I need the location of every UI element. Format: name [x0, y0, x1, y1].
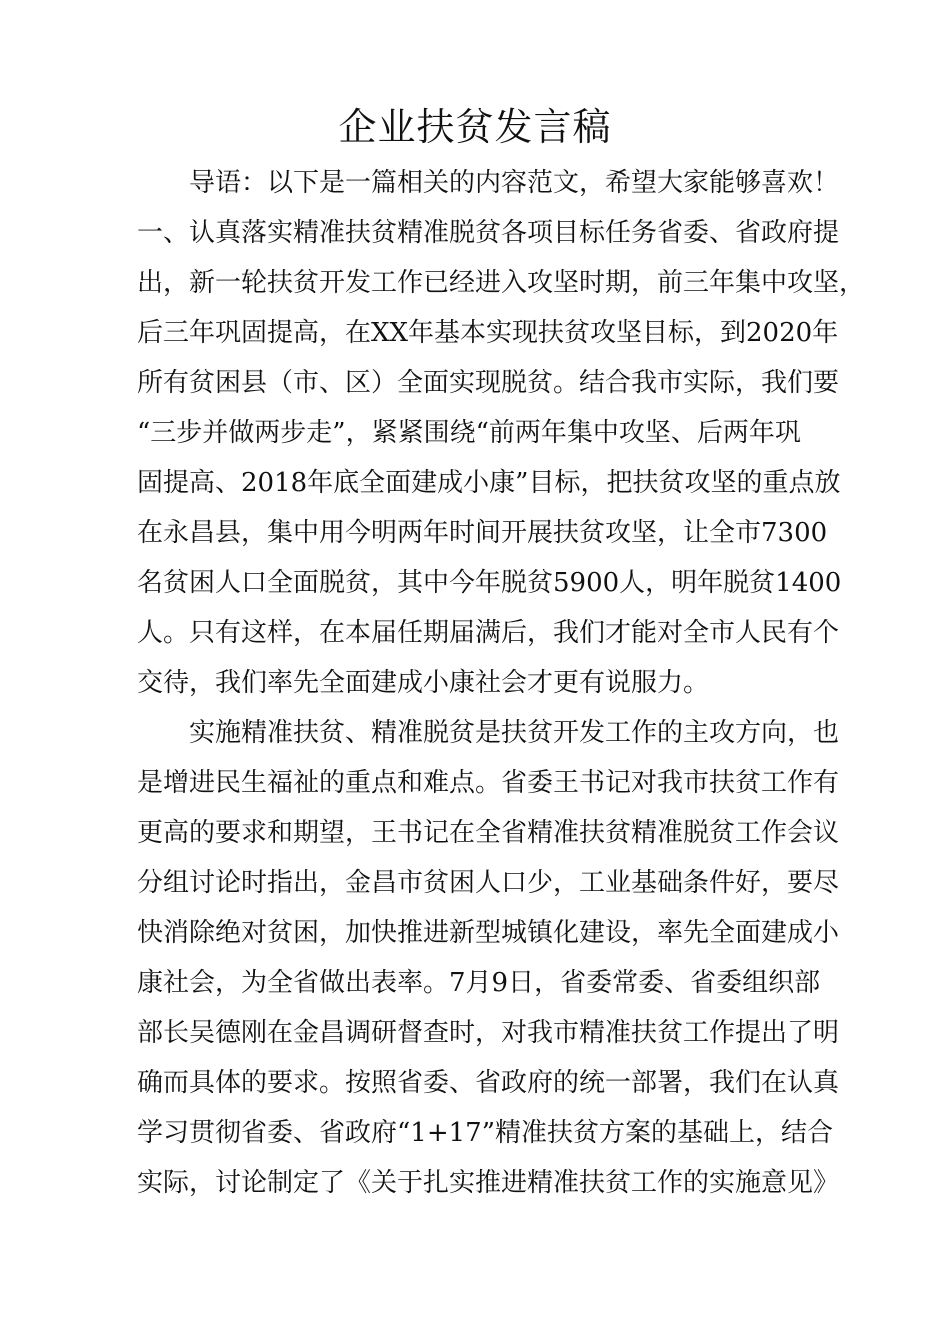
body-line: 人。只有这样，在本届任期届满后，我们才能对全市人民有个 — [137, 618, 840, 648]
body-line: 部长吴德刚在金昌调研督查时，对我市精准扶贫工作提出了明 — [137, 1018, 840, 1048]
body-line: 是增进民生福祉的重点和难点。省委王书记对我市扶贫工作有 — [137, 768, 840, 798]
body-line: 在永昌县，集中用今明两年时间开展扶贫攻坚，让全市7300 — [137, 518, 828, 548]
body-line: 一、认真落实精准扶贫精准脱贫各项目标任务省委、省政府提 — [137, 218, 840, 248]
body-line: 出，新一轮扶贫开发工作已经进入攻坚时期，前三年集中攻坚， — [137, 268, 866, 298]
paragraph-start-line: 实施精准扶贫、精准脱贫是扶贫开发工作的主攻方向，也 — [189, 718, 840, 748]
body-line: 学习贯彻省委、省政府“1+17”精准扶贫方案的基础上，结合 — [137, 1118, 833, 1148]
body-line: 后三年巩固提高，在XX年基本实现扶贫攻坚目标，到2020年 — [137, 318, 839, 348]
body-line: 更高的要求和期望，王书记在全省精准扶贫精准脱贫工作会议 — [137, 818, 840, 848]
body-line: 交待，我们率先全面建成小康社会才更有说服力。 — [137, 668, 710, 698]
body-line: 所有贫困县（市、区）全面实现脱贫。结合我市实际，我们要 — [137, 368, 840, 398]
body-line: 名贫困人口全面脱贫，其中今年脱贫5900人，明年脱贫1400 — [137, 568, 842, 598]
body-line: 分组讨论时指出，金昌市贫困人口少，工业基础条件好，要尽 — [137, 868, 840, 898]
intro-line: 导语：以下是一篇相关的内容范文，希望大家能够喜欢！ — [189, 168, 840, 198]
body-line: “三步并做两步走”，紧紧围绕“前两年集中攻坚、后两年巩 — [137, 418, 801, 448]
body-line: 快消除绝对贫困，加快推进新型城镇化建设，率先全面建成小 — [137, 918, 840, 948]
body-line: 实际，讨论制定了《关于扎实推进精准扶贫工作的实施意见》 — [137, 1168, 840, 1198]
body-line: 固提高、2018年底全面建成小康”目标，把扶贫攻坚的重点放 — [137, 468, 841, 498]
body-line: 康社会，为全省做出表率。7月9日，省委常委、省委组织部 — [137, 968, 821, 998]
document-title: 企业扶贫发言稿 — [338, 105, 612, 149]
body-line: 确而具体的要求。按照省委、省政府的统一部署，我们在认真 — [137, 1068, 840, 1098]
